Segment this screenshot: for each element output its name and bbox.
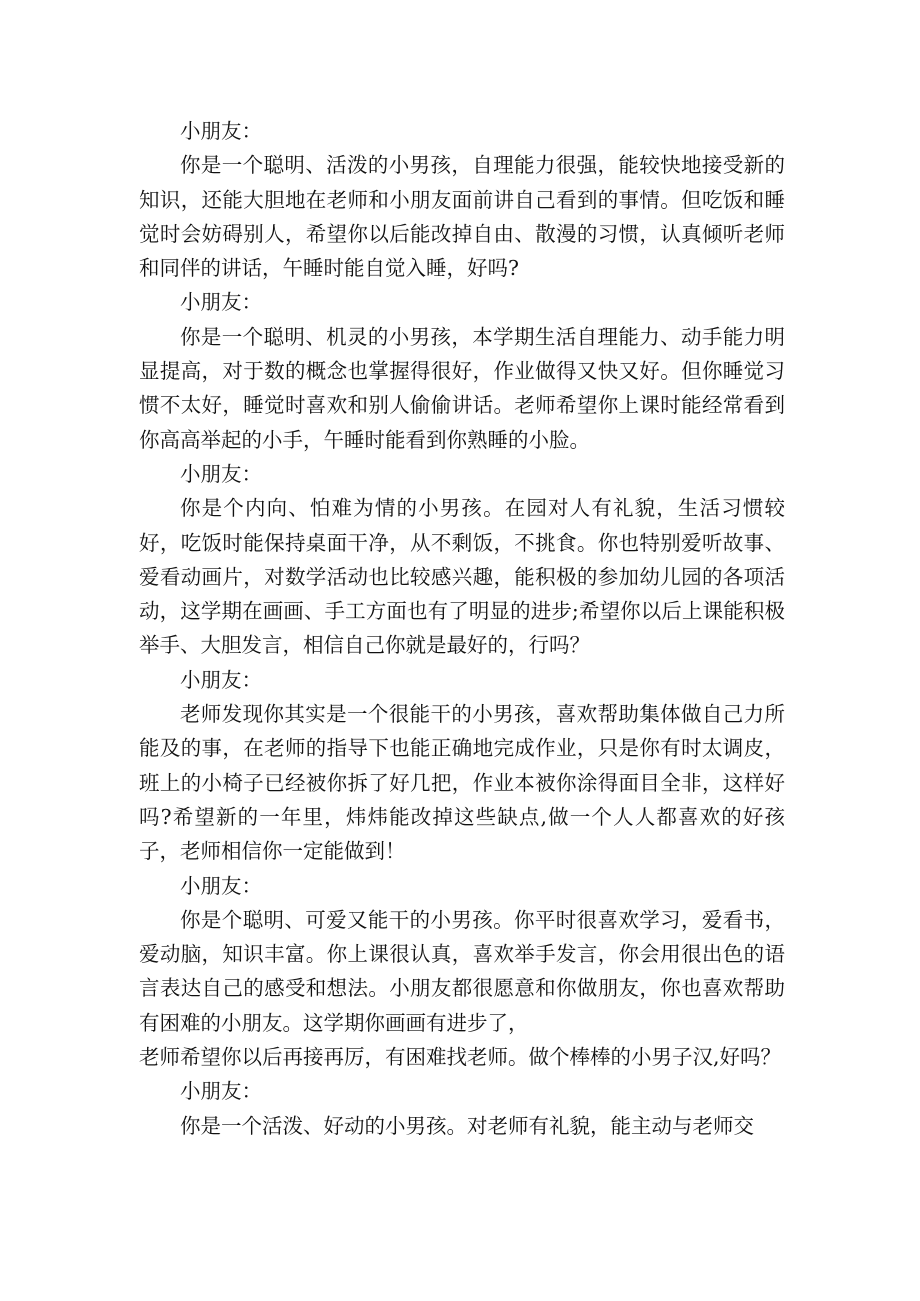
comment-paragraph: 你是一个聪明、机灵的小男孩，本学期生活自理能力、动手能力明显提高，对于数的概念也掌握得很好，作业做得又快又好。但你睡觉习惯不太好，睡觉时喜欢和别人偷偷讲话。老师希望你上课时能经常看到你高高举起的小手，午睡时能看到你熟睡的小脸。	[139, 324, 785, 452]
greeting: 小朋友：	[180, 1079, 262, 1104]
greeting: 小朋友：	[180, 461, 262, 486]
document-body	[139, 114, 785, 1143]
greeting: 小朋友：	[180, 667, 262, 692]
comment-paragraph: 你是一个聪明、活泼的小男孩，自理能力很强，能较快地接受新的知识，还能大胆地在老师和小朋友面前讲自己看到的事情。但吃饭和睡觉时会妨碍别人，希望你以后能改掉自由、散漫的习惯，认真倾听老师和同伴的讲话，午睡时能自觉入睡，好吗?	[139, 153, 785, 281]
comment-paragraph: 老师发现你其实是一个很能干的小男孩，喜欢帮助集体做自己力所能及的事，在老师的指导下也能正确地完成作业，只是你有时太调皮，班上的小椅子已经被你拆了好几把，作业本被你涂得面目全非，这样好吗?希望新的一年里，炜炜能改掉这些缺点,做一个人人都喜欢的好孩子，老师相信你一定能做到！	[139, 702, 785, 864]
greeting: 小朋友：	[180, 873, 262, 898]
comment-paragraph: 你是个内向、怕难为情的小男孩。在园对人有礼貌，生活习惯较好，吃饭时能保持桌面干净，从不剩饭，不挑食。你也特别爱听故事、爱看动画片，对数学活动也比较感兴趣，能积极的参加幼儿园的各项活动，这学期在画画、手工方面也有了明显的进步;希望你以后上课能积极举手、大胆发言，相信自己你就是最好的，行吗？	[139, 496, 785, 658]
comment-paragraph: 你是个聪明、可爱又能干的小男孩。你平时很喜欢学习，爱看书，爱动脑，知识丰富。你上课很认真，喜欢举手发言，你会用很出色的语言表达自己的感受和想法。小朋友都很愿意和你做朋友，你也喜欢帮助有困难的小朋友。这学期你画画有进步了，	[139, 907, 785, 1035]
greeting: 小朋友：	[180, 290, 262, 315]
comment-paragraph: 你是一个活泼、好动的小男孩。对老师有礼貌，能主动与老师交	[180, 1113, 754, 1138]
comment-paragraph-continued: 老师希望你以后再接再厉，有困难找老师。做个棒棒的小男子汉,好吗？	[139, 1045, 782, 1070]
greeting: 小朋友：	[180, 119, 262, 143]
